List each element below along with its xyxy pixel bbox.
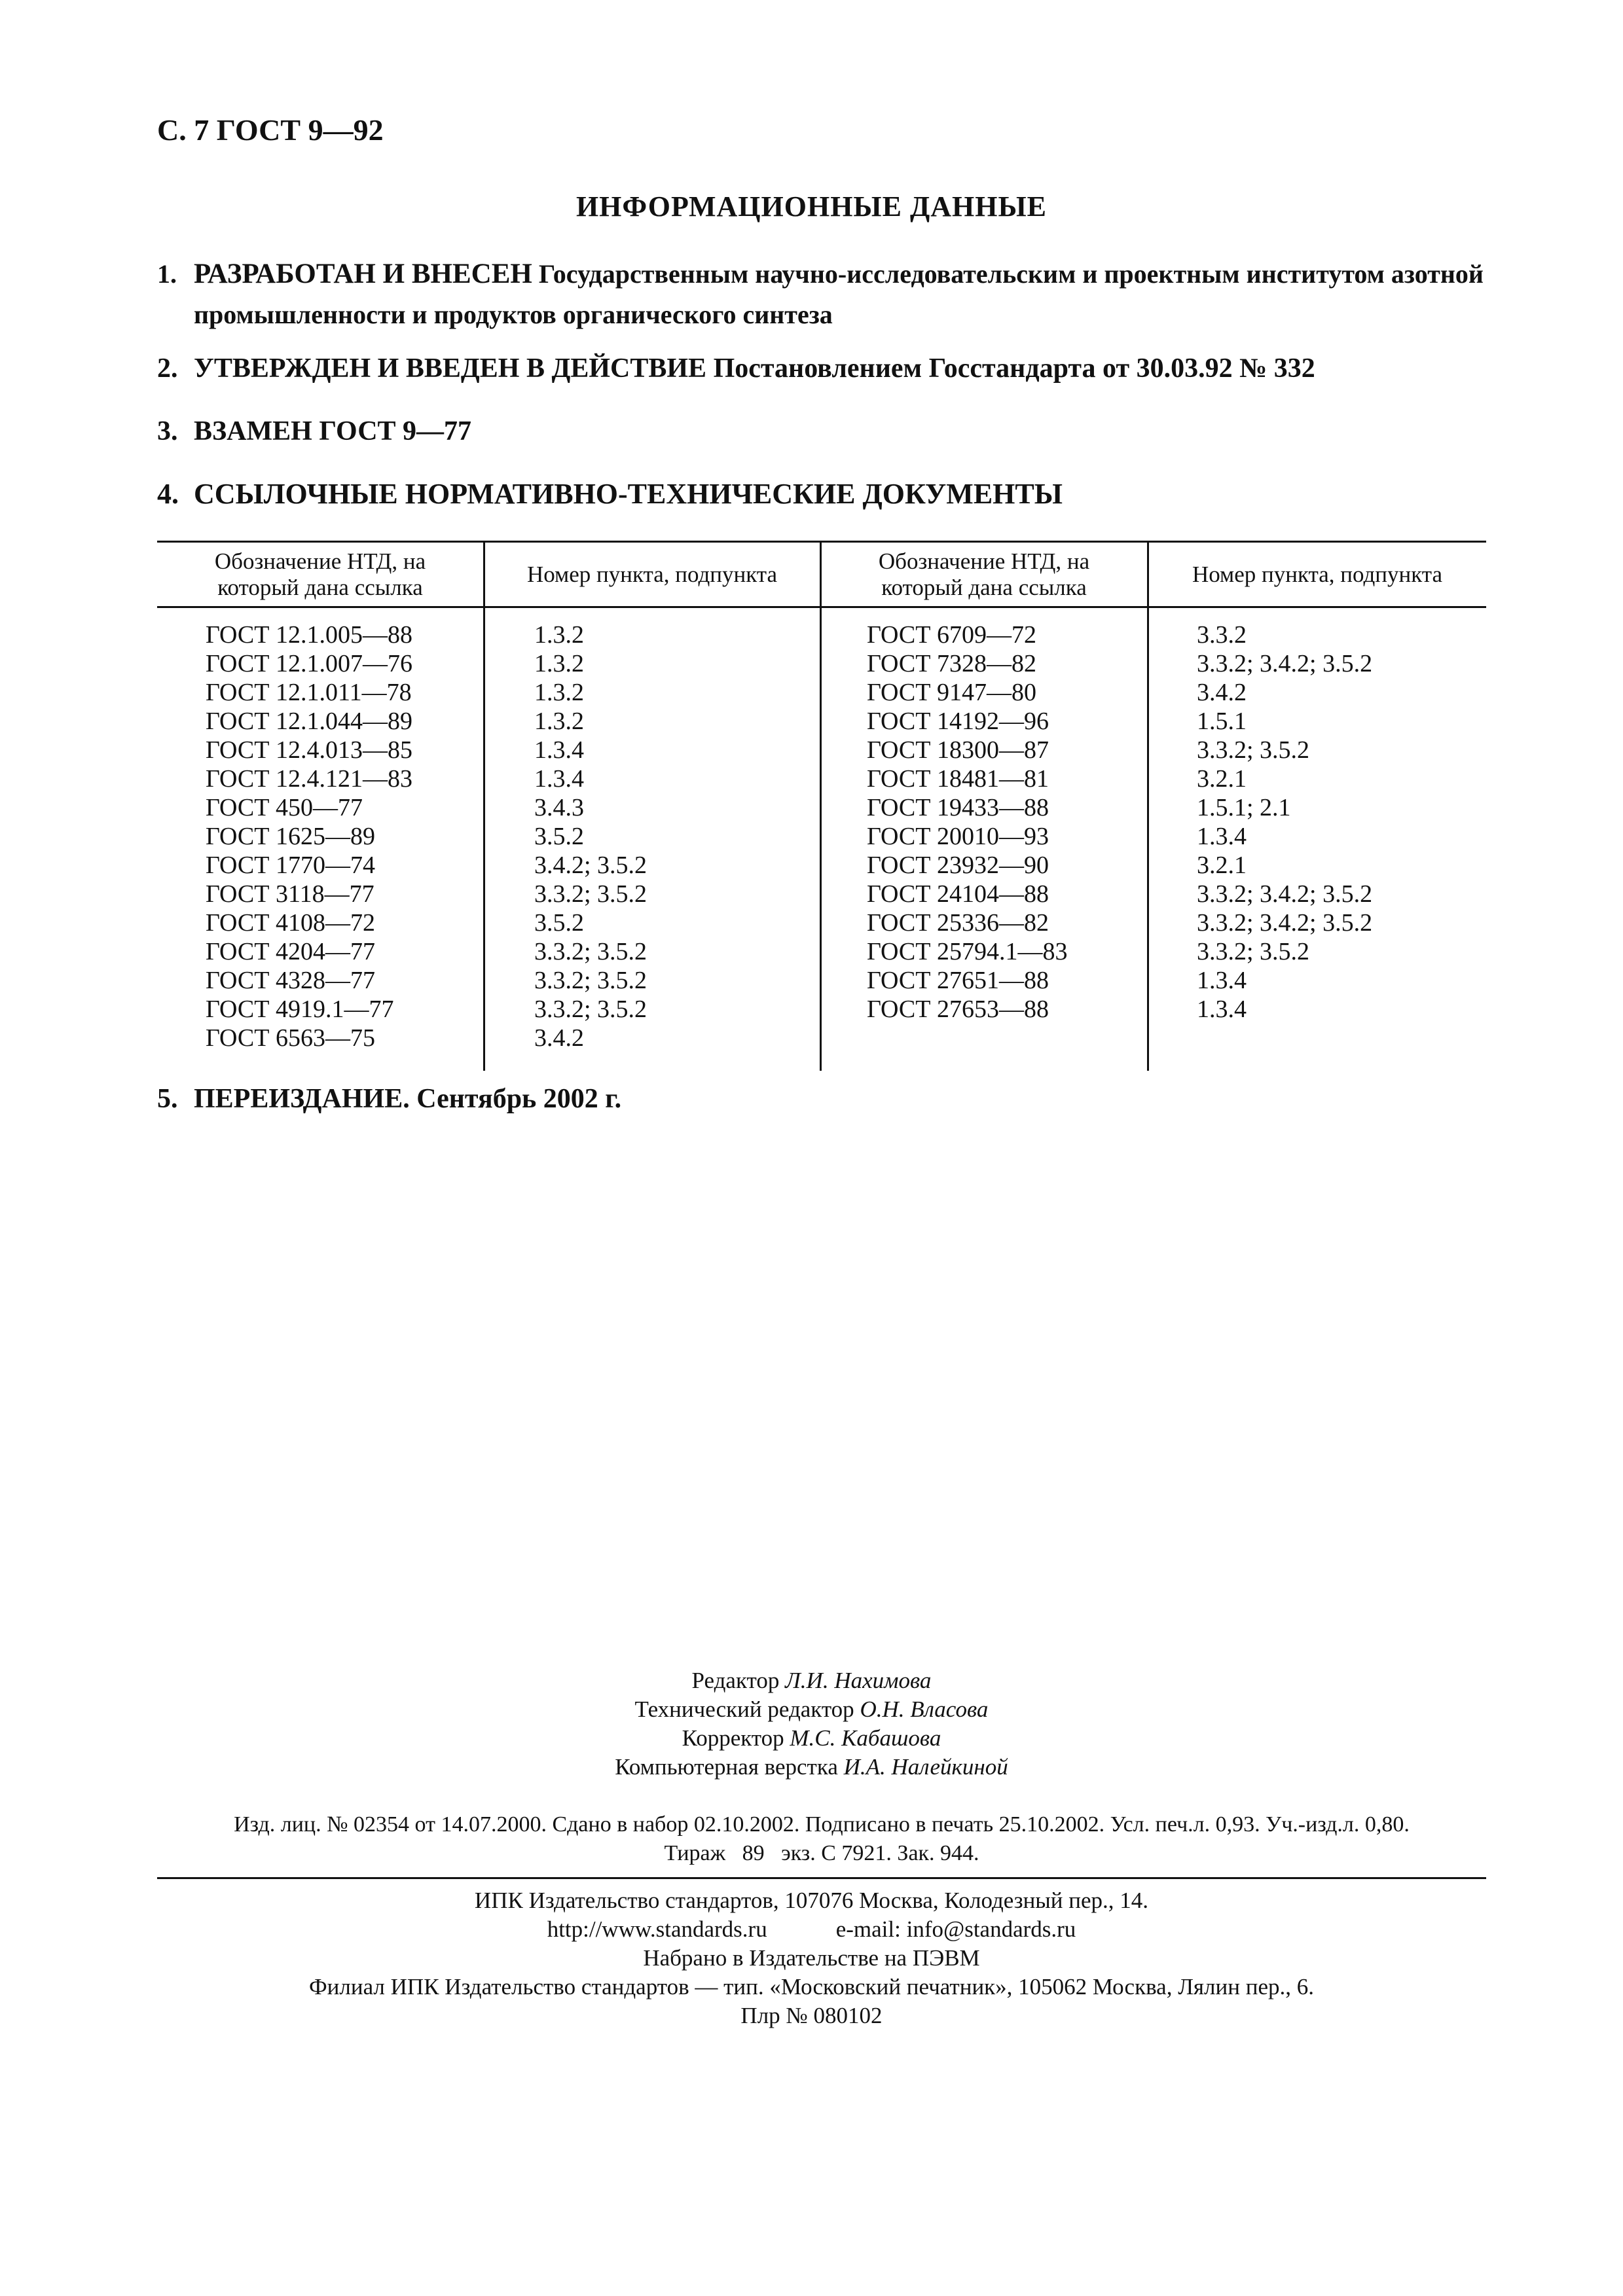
item-references (157, 474, 1486, 514)
table-cell: ГОСТ 9147—80 (867, 679, 1036, 706)
item-caps: РАЗРАБОТАН И ВНЕСЕН (194, 259, 532, 289)
table-header-clause: Номер пункта, подпункта (1192, 562, 1443, 587)
table-cell: ГОСТ 12.1.005—88 (206, 621, 412, 649)
table-cell: 3.2.1 (1197, 852, 1247, 879)
item-replaces (157, 411, 1486, 452)
item-number: 1. (157, 259, 177, 289)
table-header-line: который дана ссылка (217, 575, 423, 600)
publication-line: Тираж 89 экз. С 7921. Зак. 944. (664, 1841, 979, 1865)
right-documents-column (867, 620, 1068, 1024)
table-cell: ГОСТ 6563—75 (206, 1024, 375, 1052)
table-cell: ГОСТ 7328—82 (867, 650, 1036, 677)
table-cell: 3.3.2; 3.4.2; 3.5.2 (1197, 650, 1373, 677)
table-cell: ГОСТ 6709—72 (867, 621, 1036, 649)
table-cell: ГОСТ 450—77 (206, 794, 363, 821)
table-cell: 1.3.4 (1197, 823, 1247, 850)
table-cell: 3.5.2 (534, 909, 584, 937)
credit-layout (0, 1753, 1623, 1782)
item-caps: ВЗАМЕН ГОСТ 9—77 (194, 416, 472, 446)
table-cell: 1.3.2 (534, 621, 584, 649)
table-cell: 1.5.1 (1197, 708, 1247, 735)
table-header-document (157, 546, 483, 603)
table-cell: ГОСТ 1625—89 (206, 823, 375, 850)
table-cell: 3.3.2; 3.5.2 (534, 967, 647, 994)
table-cell: 3.3.2 (1197, 621, 1247, 649)
table-cell: ГОСТ 4108—72 (206, 909, 375, 937)
table-column-divider (820, 541, 822, 1071)
item-text: Сентябрь 2002 г. (416, 1084, 622, 1114)
table-cell: 3.3.2; 3.5.2 (1197, 736, 1310, 764)
table-cell: ГОСТ 12.4.013—85 (206, 736, 412, 764)
table-cell: ГОСТ 23932—90 (867, 852, 1049, 879)
table-cell: ГОСТ 18481—81 (867, 765, 1049, 793)
credit-name: О.Н. Власова (860, 1696, 989, 1722)
table-header-line: Обозначение НТД, на (214, 548, 426, 574)
table-cell: 3.3.2; 3.4.2; 3.5.2 (1197, 880, 1373, 908)
item-approved (157, 348, 1486, 389)
right-clauses-column (1197, 620, 1372, 1024)
item-number: 4. (157, 478, 179, 510)
imprint-rule (157, 1877, 1486, 1879)
table-cell: 1.3.4 (534, 765, 584, 793)
table-cell: 3.4.3 (534, 794, 584, 821)
table-cell: ГОСТ 3118—77 (206, 880, 374, 908)
credit-role: Компьютерная верстка (615, 1754, 838, 1780)
table-cell: 3.3.2; 3.5.2 (1197, 938, 1310, 965)
table-cell: 3.4.2 (534, 1024, 584, 1052)
imprint-block (0, 1886, 1623, 2030)
imprint-line: Филиал ИПК Издательство стандартов — тип. «Московский печатник», 105062 Москва, Лялин пер., 6. (309, 1974, 1314, 2000)
table-header-rule (157, 606, 1486, 608)
table-cell: ГОСТ 12.1.011—78 (206, 679, 412, 706)
item-number: 3. (157, 416, 178, 446)
table-cell: 1.3.2 (534, 650, 584, 677)
credit-role: Редактор (691, 1668, 780, 1693)
item-text: Государственным научно-исследовательским и проектным институтом азотной промышленности и продуктов органического синтеза (194, 259, 1484, 329)
table-cell: ГОСТ 20010—93 (867, 823, 1049, 850)
table-cell: 1.3.4 (1197, 996, 1247, 1023)
imprint-line: ИПК Издательство стандартов, 107076 Москва, Колодезный пер., 14. (474, 1888, 1149, 1913)
table-header-document (821, 546, 1147, 603)
table-cell: 1.3.2 (534, 708, 584, 735)
table-cell: ГОСТ 4204—77 (206, 938, 375, 965)
table-cell: ГОСТ 4919.1—77 (206, 996, 394, 1023)
left-clauses-column (534, 620, 647, 1052)
credit-proofreader (0, 1724, 1623, 1753)
table-cell: 3.4.2 (1197, 679, 1247, 706)
table-cell: 3.4.2; 3.5.2 (534, 852, 647, 879)
item-reissue (157, 1079, 1486, 1119)
email-link: e-mail: info@standards.ru (835, 1916, 1076, 1942)
table-cell: 1.5.1; 2.1 (1197, 794, 1291, 821)
page-header: С. 7 ГОСТ 9—92 (157, 113, 384, 147)
table-cell: ГОСТ 24104—88 (867, 880, 1049, 908)
table-cell: ГОСТ 27653—88 (867, 996, 1049, 1023)
reference-table (157, 541, 1486, 1071)
left-documents-column (206, 620, 412, 1052)
table-cell: 3.3.2; 3.4.2; 3.5.2 (1197, 909, 1373, 937)
publication-info (157, 1810, 1486, 1868)
table-cell: 3.3.2; 3.5.2 (534, 996, 647, 1023)
credit-editor (0, 1666, 1623, 1695)
table-cell: 1.3.4 (1197, 967, 1247, 994)
table-cell: ГОСТ 1770—74 (206, 852, 375, 879)
table-cell: ГОСТ 25794.1—83 (867, 938, 1068, 965)
table-cell: 3.2.1 (1197, 765, 1247, 793)
table-header-line: который дана ссылка (881, 575, 1087, 600)
table-cell: 1.3.4 (534, 736, 584, 764)
item-developed-by (157, 254, 1486, 335)
table-header-line: Обозначение НТД, на (878, 548, 1090, 574)
table-cell: 3.5.2 (534, 823, 584, 850)
credit-name: М.С. Кабашова (790, 1725, 941, 1751)
item-caps: ПЕРЕИЗДАНИЕ. (194, 1084, 410, 1114)
credit-tech-editor (0, 1695, 1623, 1724)
imprint-web-line (0, 1915, 1623, 1944)
table-column-divider (1147, 541, 1149, 1071)
item-number: 5. (157, 1084, 178, 1114)
table-cell: ГОСТ 14192—96 (867, 708, 1049, 735)
table-cell: ГОСТ 27651—88 (867, 967, 1049, 994)
item-text: Постановлением Госстандарта от 30.03.92 № 332 (713, 353, 1315, 384)
table-cell: ГОСТ 12.1.007—76 (206, 650, 412, 677)
table-cell: ГОСТ 18300—87 (867, 736, 1049, 764)
credit-name: И.А. Налейкиной (843, 1754, 1008, 1780)
table-cell: 3.3.2; 3.5.2 (534, 880, 647, 908)
item-caps: ССЫЛОЧНЫЕ НОРМАТИВНО-ТЕХНИЧЕСКИЕ ДОКУМЕНТЫ (194, 478, 1063, 510)
table-cell: ГОСТ 19433—88 (867, 794, 1049, 821)
imprint-line: Набрано в Издательстве на ПЭВМ (643, 1945, 980, 1971)
credit-role: Корректор (682, 1725, 784, 1751)
table-top-rule (157, 541, 1486, 543)
table-cell: ГОСТ 12.4.121—83 (206, 765, 412, 793)
table-cell: ГОСТ 4328—77 (206, 967, 375, 994)
table-cell: 1.3.2 (534, 679, 584, 706)
table-cell: ГОСТ 25336—82 (867, 909, 1049, 937)
table-cell: ГОСТ 12.1.044—89 (206, 708, 412, 735)
section-title: ИНФОРМАЦИОННЫЕ ДАННЫЕ (575, 190, 1048, 223)
credit-role: Технический редактор (634, 1696, 854, 1722)
table-column-divider (483, 541, 485, 1071)
credits-block (0, 1666, 1623, 1782)
credit-name: Л.И. Нахимова (785, 1668, 932, 1693)
table-cell: 3.3.2; 3.5.2 (534, 938, 647, 965)
item-number: 2. (157, 353, 178, 384)
website-link: http://www.standards.ru (547, 1916, 767, 1942)
imprint-line: Плр № 080102 (740, 2003, 883, 2028)
publication-line: Изд. лиц. № 02354 от 14.07.2000. Сдано в набор 02.10.2002. Подписано в печать 25.10.2002. Усл. печ.л. 0,93. Уч.-изд.л. 0,80. (234, 1812, 1410, 1837)
table-header-clause: Номер пункта, подпункта (526, 562, 778, 587)
item-caps: УТВЕРЖДЕН И ВВЕДЕН В ДЕЙСТВИЕ (194, 353, 707, 384)
